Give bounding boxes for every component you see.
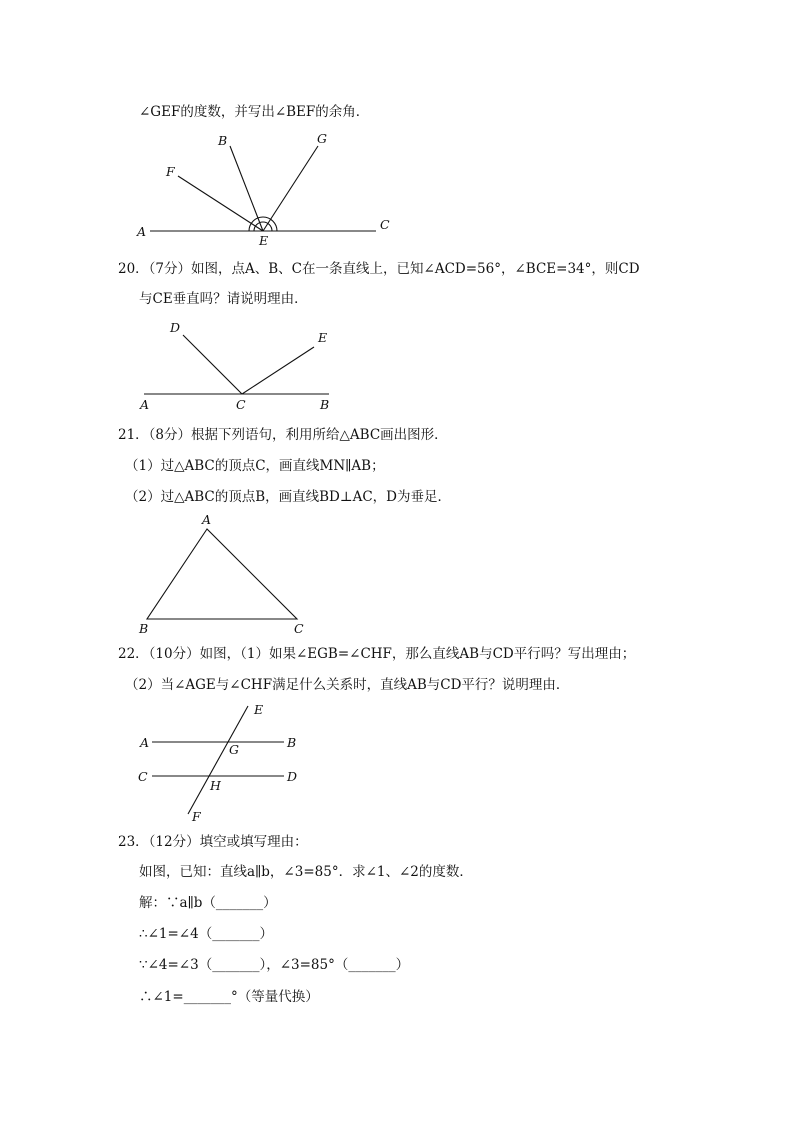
q23-text-line1: 23．（12分）填空或填写理由： — [118, 834, 308, 850]
q20-text-line2: 与CE垂直吗？请说明理由． — [139, 291, 308, 307]
label-d: D — [287, 769, 298, 784]
ray-eg — [263, 146, 318, 231]
q21-text-line3: （2）过△ABC的顶点B，画直线BD⊥AC，D为垂足． — [125, 489, 451, 505]
ray-ce — [242, 347, 314, 394]
q21-text-line2: （1）过△ABC的顶点C，画直线MN∥AB； — [125, 458, 385, 474]
figure-20-perpendicular — [130, 318, 350, 414]
label-d: D — [170, 320, 181, 335]
label-a: A — [140, 735, 150, 750]
q19-text: ∠GEF的度数，并写出∠BEF的余角． — [139, 104, 370, 120]
label-b: B — [320, 397, 330, 412]
label-b: B — [218, 133, 228, 148]
q21-text-line1: 21．（8分）根据下列语句，利用所给△ABC画出图形． — [118, 427, 448, 443]
label-e: E — [259, 233, 269, 248]
label-c: C — [294, 621, 304, 636]
label-e: E — [254, 702, 264, 717]
label-a: A — [140, 397, 150, 412]
label-c: C — [380, 217, 390, 232]
label-c: C — [138, 769, 148, 784]
angle-arc-outer — [249, 217, 277, 231]
line-ef — [188, 706, 248, 814]
label-g: G — [317, 131, 327, 146]
label-g: G — [229, 742, 239, 757]
label-a: A — [202, 512, 212, 527]
figure-19-angles — [130, 128, 400, 246]
label-a: A — [137, 224, 147, 239]
q22-text-line1: 22．（10分）如图，（1）如果∠EGB=∠CHF，那么直线AB与CD平行吗？写出理由； — [118, 646, 636, 662]
label-f: F — [192, 809, 201, 824]
label-c: C — [236, 397, 246, 412]
q23-text-line2: 如图，已知：直线a∥b，∠3=85°．求∠1、∠2的度数． — [139, 864, 473, 880]
figure-22-transversal — [130, 700, 320, 826]
label-h: H — [210, 778, 221, 793]
q23-text-line3: 解：∵a∥b（_______） — [139, 895, 277, 911]
triangle-abc — [147, 529, 297, 619]
label-e: E — [318, 330, 328, 345]
q22-text-line2: （2）当∠AGE与∠CHF满足什么关系时，直线AB与CD平行？说明理由． — [125, 677, 570, 693]
q20-text-line1: 20．（7分）如图，点A、B、C在一条直线上，已知∠ACD=56°，∠BCE=34°，则CD — [118, 261, 640, 277]
label-b: B — [139, 621, 149, 636]
ray-ef — [178, 176, 263, 231]
q23-text-line5: ∵∠4=∠3（_______），∠3=85°（_______） — [139, 957, 410, 973]
label-b: B — [287, 735, 297, 750]
ray-cd — [183, 335, 242, 394]
label-f: F — [166, 164, 175, 179]
q23-text-line6: ∴∠1=_______°（等量代换） — [139, 989, 319, 1005]
q23-text-line4: ∴∠1=∠4（_______） — [139, 926, 273, 942]
figure-21-triangle — [130, 512, 320, 636]
